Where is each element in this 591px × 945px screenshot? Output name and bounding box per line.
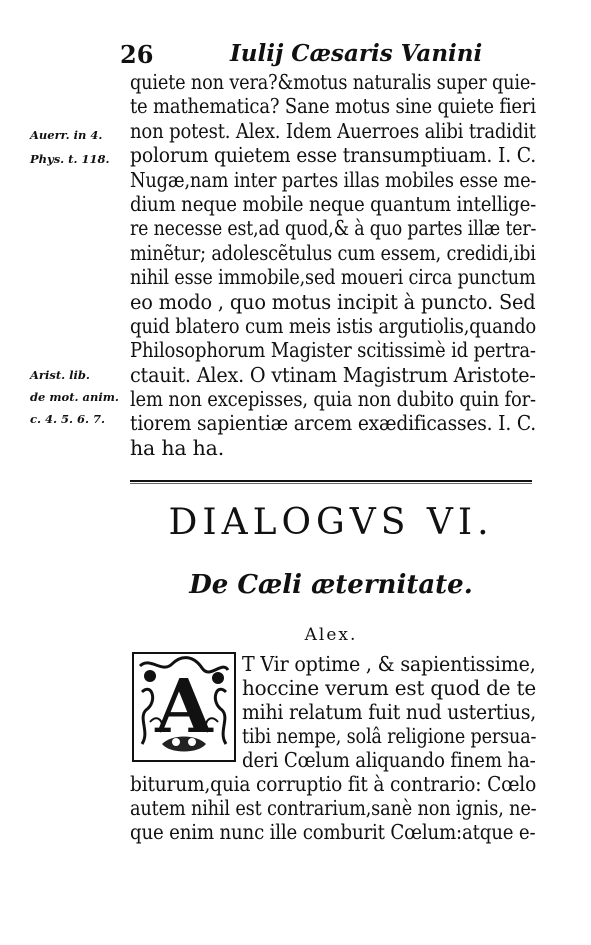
text-line: deri Cœlum aliquando finem ha-	[242, 748, 536, 772]
ornament-icon	[132, 652, 236, 762]
text-line: minẽtur; adolescẽtulus cum essem, credidi,ibi	[130, 240, 536, 265]
text-line: Philosophorum Magister scitissimè id pertra-	[130, 338, 536, 363]
text-line: non potest. Alex. Idem Auerroes alibi tradidit	[130, 118, 536, 143]
section-divider-thin	[130, 483, 532, 484]
text-line: T Vir optime , & sapientissime,	[242, 652, 536, 676]
text-line: te mathematica? Sane motus sine quiete fieri	[130, 94, 536, 119]
body-text	[130, 70, 537, 460]
margin-note: c. 4. 5. 6. 7.	[30, 412, 106, 426]
text-line: quid blatero cum meis istis argutiolis,quando	[130, 313, 537, 338]
text-line: que enim nunc ille comburit Cœlum:atque e-	[130, 820, 536, 844]
page-number: 26	[120, 40, 154, 69]
text-line: ctauit. Alex. O vtinam Magistrum Aristote-	[130, 362, 536, 387]
text-line: hoccine verum est quod de te	[242, 676, 536, 700]
dialogue-title: DIALOGVS VI.	[168, 502, 494, 543]
section-divider	[130, 480, 532, 482]
margin-note: Arist. lib.	[30, 368, 90, 382]
text-line: mihi relatum fuit nud ustertius,	[242, 700, 537, 724]
text-line: tibi nempe, solâ religione persua-	[242, 724, 537, 748]
running-title: Iulij Cæsaris Vanini	[230, 40, 483, 67]
text-line: nihil esse immobile,sed moueri circa punctum	[130, 265, 536, 290]
margin-note: de mot. anim.	[30, 390, 119, 404]
initial-letter: A	[155, 664, 213, 750]
text-line: quiete non vera?&motus naturalis super quie-	[130, 70, 536, 94]
page-header	[120, 40, 540, 69]
text-line: lem non excepisses, quia non dubito quin for-	[130, 387, 536, 412]
dialogue-subtitle: De Cæli æternitate.	[189, 570, 473, 600]
text-line: autem nihil est contrarium,sanè non ignis, ne-	[130, 796, 537, 820]
text-line: eo modo , quo motus incipit à puncto. Sed	[130, 289, 536, 314]
margin-note: Phys. t. 118.	[30, 152, 110, 166]
text-line: polorum quietem esse transumptiuam. I. C.	[130, 143, 537, 168]
text-line: dium neque mobile neque quantum intellige-	[130, 191, 537, 216]
speaker-name: Alex.	[304, 625, 358, 645]
decorated-initial	[132, 652, 236, 762]
margin-note: Auerr. in 4.	[30, 128, 103, 142]
text-line: tiorem sapientiæ arcem exædificasses. I. C.	[130, 411, 537, 436]
text-line: Nugæ,nam inter partes illas mobiles esse me-	[130, 167, 537, 192]
text-line: biturum,quia corruptio fit à contrario: Cœlo	[130, 772, 537, 796]
text-line: re necesse est,ad quod,& à quo partes illæ ter-	[130, 216, 537, 241]
text-line: ha ha ha.	[130, 435, 225, 460]
